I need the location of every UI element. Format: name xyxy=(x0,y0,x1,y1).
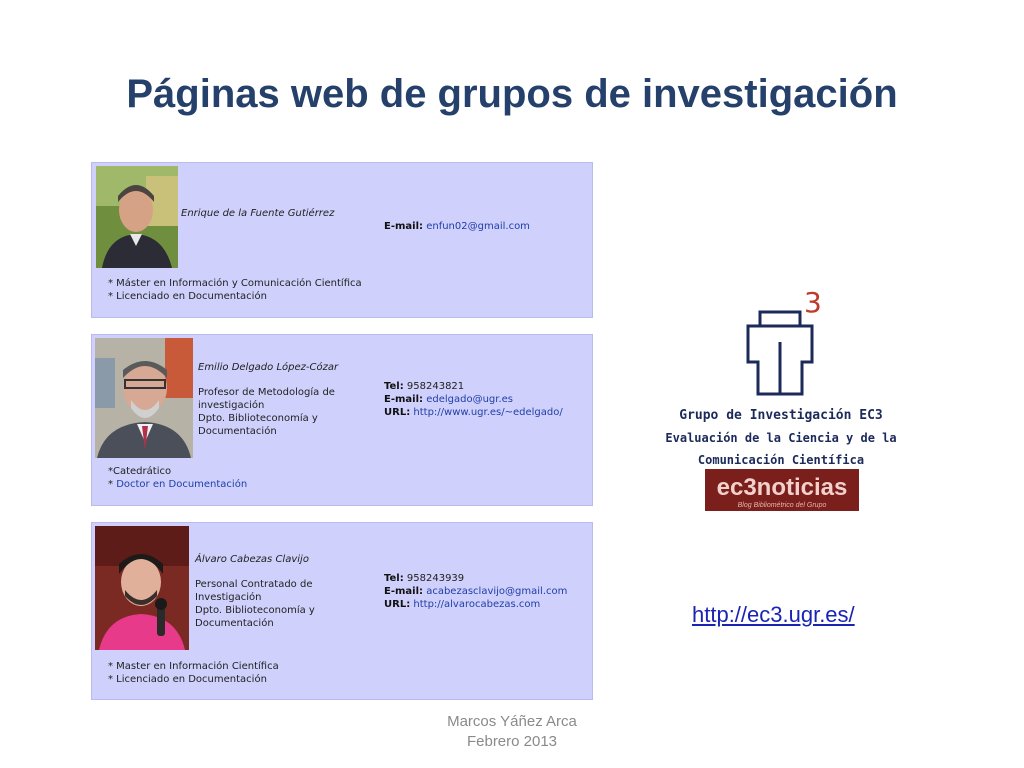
portrait-image xyxy=(95,526,189,650)
logo-line-2: Evaluación de la Ciencia y de la xyxy=(665,431,897,445)
tel-value: 958243939 xyxy=(406,573,465,584)
blog-title: ec3noticias xyxy=(716,474,848,501)
qualifications xyxy=(108,465,247,491)
researcher-card-2 xyxy=(91,334,593,506)
position-line: Profesor de Metodología de xyxy=(198,387,335,398)
qualifications xyxy=(108,277,362,303)
qualification-item: *Catedrático xyxy=(108,466,172,477)
homepage-link[interactable]: http://www.ugr.es/~edelgado/ xyxy=(413,407,563,418)
position-line: Personal Contratado de xyxy=(195,579,313,590)
researcher-photo xyxy=(95,526,189,650)
position-block xyxy=(195,578,315,630)
ec3-logo-graphic xyxy=(665,282,897,514)
qualification-item: * Licenciado en Documentación xyxy=(108,674,267,685)
position-line: Dpto. Biblioteconomía y xyxy=(198,413,318,424)
qualifications xyxy=(108,660,279,686)
email-label: E-mail: xyxy=(384,394,424,405)
ec3-logo xyxy=(665,282,897,514)
email-value: acabezasclavijo@gmail.com xyxy=(426,586,568,597)
researcher-card-1 xyxy=(91,162,593,318)
tel-value: 958243821 xyxy=(406,381,465,392)
qualification-item: * Doctor en Documentación xyxy=(108,479,248,490)
email-label: E-mail: xyxy=(384,586,424,597)
researcher-photo xyxy=(96,166,178,268)
position-line: Documentación xyxy=(195,618,274,629)
doctor-link[interactable]: Doctor en Documentación xyxy=(116,479,248,490)
tel-label: Tel: xyxy=(384,573,404,584)
qualification-item: * Máster en Información y Comunicación Científica xyxy=(108,278,362,289)
researcher-photo xyxy=(95,338,193,458)
url-label: URL: xyxy=(384,599,411,610)
contact-block xyxy=(384,380,563,419)
homepage-link[interactable]: http://alvarocabezas.com xyxy=(413,599,541,610)
footer-author: Marcos Yáñez Arca xyxy=(447,713,577,730)
researcher-card-3 xyxy=(91,522,593,700)
email-value: enfun02@gmail.com xyxy=(426,221,530,232)
position-line: investigación xyxy=(198,400,265,411)
portrait-image xyxy=(95,338,193,458)
position-line: Investigación xyxy=(195,592,262,603)
logo-line-3: Comunicación Científica xyxy=(697,453,865,467)
researcher-name: Emilio Delgado López-Cózar xyxy=(198,362,339,373)
qualification-item: * Master en Información Científica xyxy=(108,661,279,672)
portrait-image xyxy=(96,166,178,268)
researcher-name: Enrique de la Fuente Gutiérrez xyxy=(181,208,335,219)
position-line: Dpto. Biblioteconomía y xyxy=(195,605,315,616)
footer-date: Febrero 2013 xyxy=(466,733,558,750)
email-value: edelgado@ugr.es xyxy=(426,394,513,405)
url-label: URL: xyxy=(384,407,411,418)
slide-title: Páginas web de grupos de investigación xyxy=(126,72,898,116)
slide-footer xyxy=(412,712,612,752)
group-website-link[interactable]: http://ec3.ugr.es/ xyxy=(692,602,855,627)
position-block xyxy=(198,386,335,438)
position-line: Documentación xyxy=(198,426,277,437)
logo-line-1: Grupo de Investigación EC3 xyxy=(679,408,883,423)
tel-label: Tel: xyxy=(384,381,404,392)
contact-block xyxy=(384,220,530,233)
qualification-item: * Licenciado en Documentación xyxy=(108,291,267,302)
contact-block xyxy=(384,572,567,611)
researcher-name: Álvaro Cabezas Clavijo xyxy=(195,554,309,565)
email-label: E-mail: xyxy=(384,221,424,232)
logo-superscript: 3 xyxy=(804,286,822,319)
blog-subtitle: Blog Bibliométrico del Grupo xyxy=(737,502,827,509)
